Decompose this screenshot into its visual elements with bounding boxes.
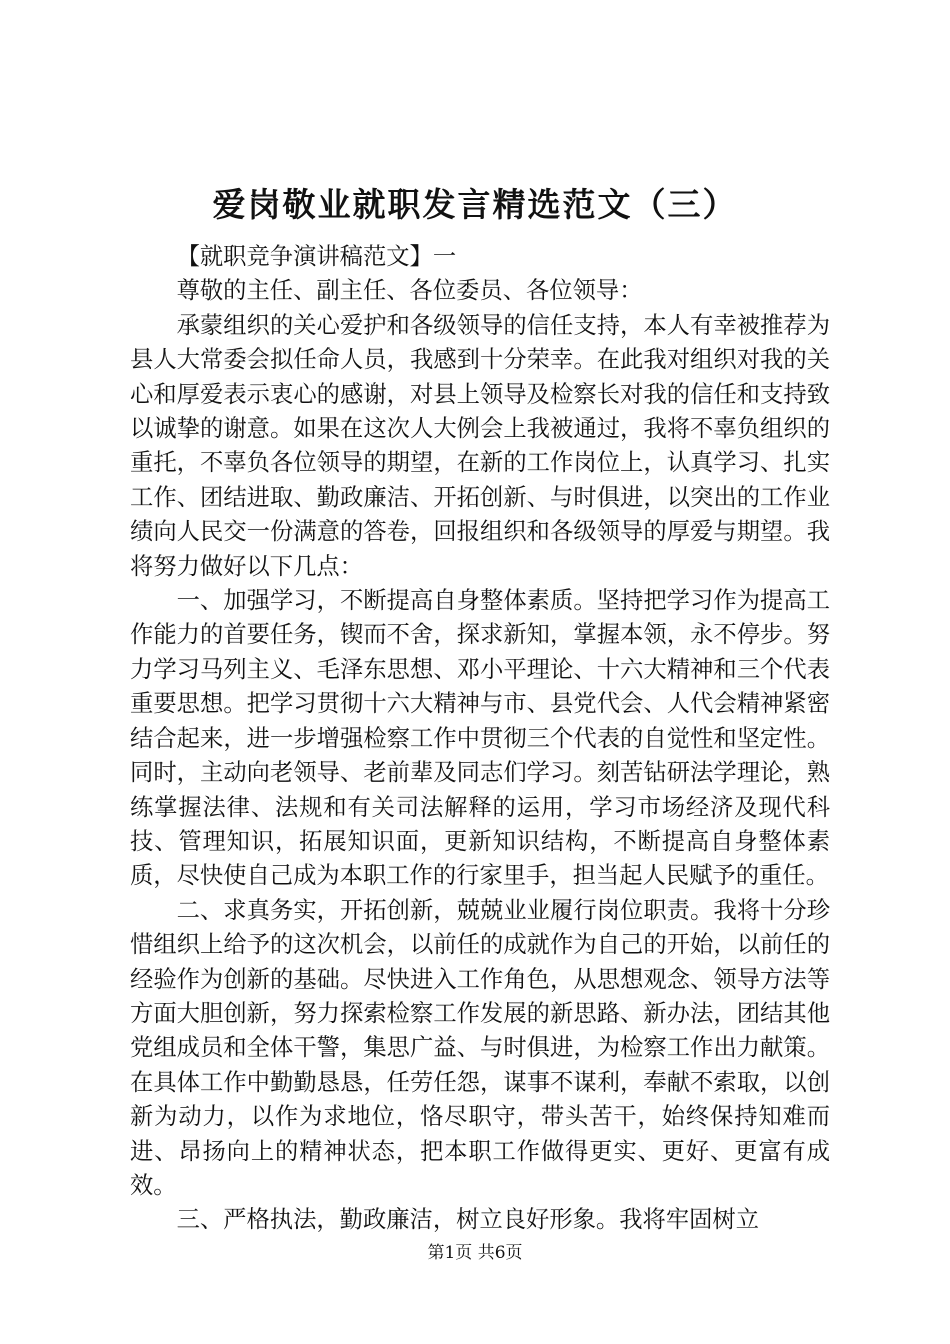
document-title: 爱岗敬业就职发言精选范文（三） <box>212 185 738 224</box>
body-paragraph: 承蒙组织的关心爱护和各级领导的信任支持，本人有幸被推荐为县人大常委会拟任命人员，我感到十分荣幸。在此我对组织对我的关心和厚爱表示衷心的感谢，对县上领导及检察长对我的信任和支持致以诚挚的谢意。如果在这次人大例会上我被通过，我将不辜负组织的重托，不辜负各位领导的期望，在新的工作岗位上，认真学习、扎实工作、团结进取、勤政廉洁、开拓创新、与时俱进，以突出的工作业绩向人民交一份满意的答卷，回报组织和各级领导的厚爱与期望。我将努力做好以下几点： <box>130 311 830 580</box>
document-body <box>130 240 830 1238</box>
section-heading: 【就职竞争演讲稿范文】一 <box>176 243 457 270</box>
salutation: 尊敬的主任、副主任、各位委员、各位领导： <box>176 277 643 305</box>
body-paragraph: 二、求真务实，开拓创新，兢兢业业履行岗位职责。我将十分珍惜组织上给予的这次机会，以前任的成就作为自己的开始，以前任的经验作为创新的基础。尽快进入工作角色，从思想观念、领导方法等方面大胆创新，努力探索检察工作发展的新思路、新办法，团结其他党组成员和全体干警，集思广益、与时俱进，为检察工作出力献策。在具体工作中勤勤恳恳，任劳任怨，谋事不谋利，奉献不索取，以创新为动力，以作为求地位，恪尽职守，带头苦干，始终保持知难而进、昂扬向上的精神状态，把本职工作做得更实、更好、更富有成效。 <box>130 896 830 1199</box>
page-number-footer: 第1页 共6页 <box>427 1243 523 1263</box>
body-paragraph: 三、严格执法，勤政廉洁，树立良好形象。我将牢固树立 <box>176 1206 760 1234</box>
body-paragraph: 一、加强学习，不断提高自身整体素质。坚持把学习作为提高工作能力的首要任务，锲而不舍，探求新知，掌握本领，永不停步。努力学习马列主义、毛泽东思想、邓小平理论、十六大精神和三个代表重要思想。把学习贯彻十六大精神与市、县党代会、人代会精神紧密结合起来，进一步增强检察工作中贯彻三个代表的自觉性和坚定性。同时，主动向老领导、老前辈及同志们学习。刻苦钻研法学理论，熟练掌握法律、法规和有关司法解释的运用，学习市场经济及现代科技、管理知识，拓展知识面，更新知识结构，不断提高自身整体素质，尽快使自己成为本职工作的行家里手，担当起人民赋予的重任。 <box>130 587 830 890</box>
